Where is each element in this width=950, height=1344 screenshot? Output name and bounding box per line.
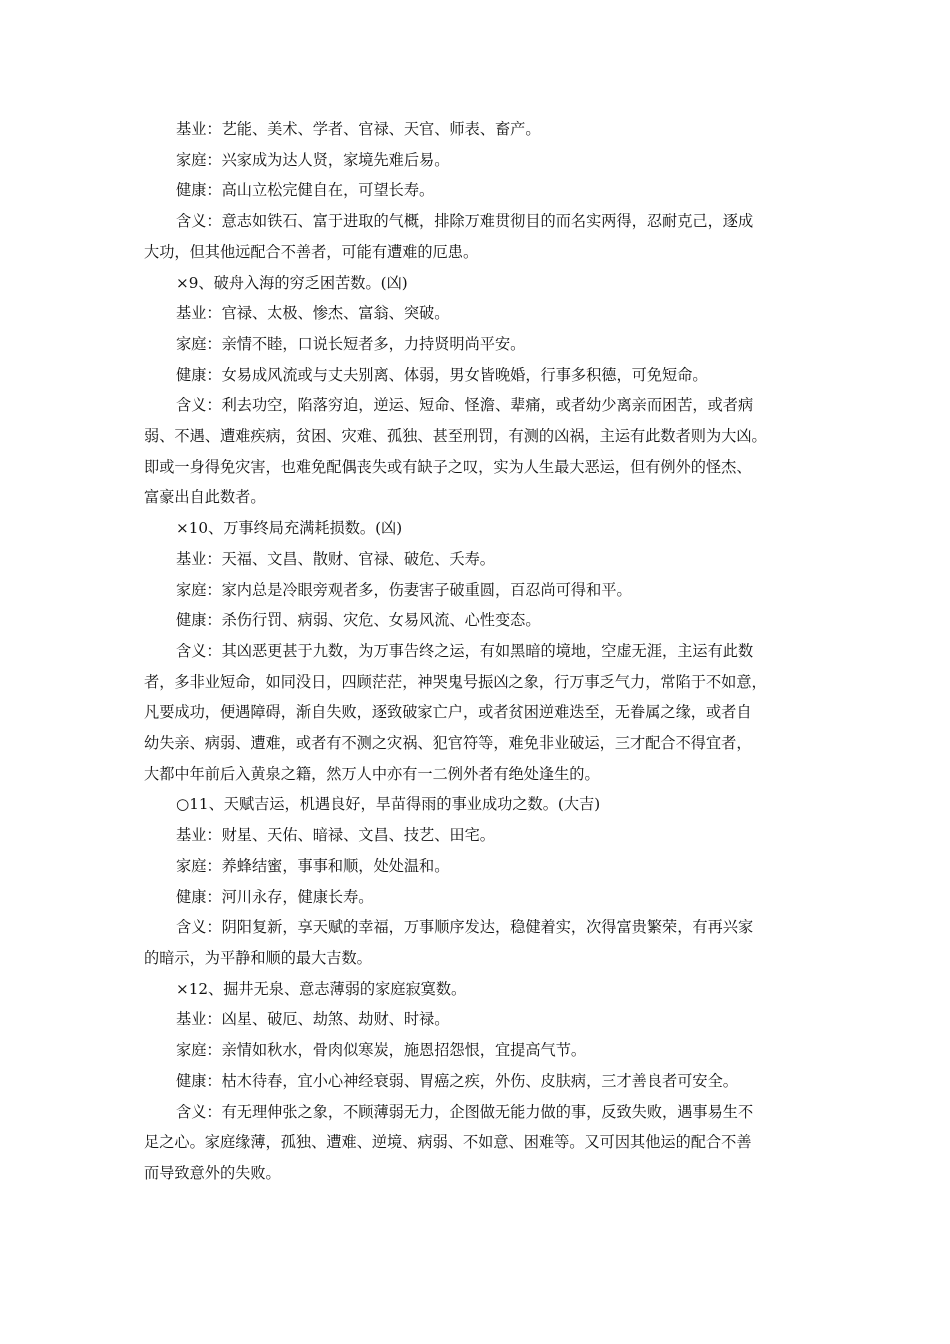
text-line: 家庭：家内总是冷眼旁观者多，伤妻害子破重圆，百忍尚可得和平。: [176, 580, 632, 599]
text-line: 者，多非业短命，如同没日，四顾茫茫，神哭鬼号振凶之象，行万事乏气力，常陷于不如意，: [144, 672, 767, 691]
text-line: 而导致意外的失败。: [144, 1163, 281, 1182]
text-line: 富豪出自此数者。: [144, 488, 266, 507]
text-line: 弱、不遇、遭难疾病，贫困、灾难、孤独、甚至刑罚，有测的凶祸，主运有此数者则为大凶。: [144, 427, 767, 446]
text-line: 健康：女易成风流或与丈夫别离、体弱，男女皆晚婚，行事多积德，可免短命。: [176, 365, 708, 384]
text-line: 基业：官禄、太极、惨杰、富翁、突破。: [176, 304, 450, 323]
text-line: 基业：天福、文昌、散财、官禄、破危、夭寿。: [176, 549, 495, 568]
text-line: 健康：枯木待春，宜小心神经衰弱、胃癌之疾，外伤、皮肤病，三才善良者可安全。: [176, 1071, 738, 1090]
text-line: 含义：其凶恶更甚于九数，为万事告终之运，有如黑暗的境地，空虚无涯，主运有此数: [176, 641, 754, 660]
text-line: 基业：财星、天佑、暗禄、文昌、技艺、田宅。: [176, 826, 495, 845]
text-line: 足之心。家庭缘薄，孤独、遭难、逆境、病弱、不如意、困难等。又可因其他运的配合不善: [144, 1133, 752, 1152]
text-line: 大都中年前后入黄泉之籍，然万人中亦有一二例外者有绝处逢生的。: [144, 764, 600, 783]
text-line: 家庭：养蜂结蜜，事事和顺，处处温和。: [176, 856, 450, 875]
section-heading: ○11、天赋吉运，机遇良好，旱苗得雨的事业成功之数。(大吉): [176, 795, 601, 814]
section-heading: ×9、破舟入海的穷乏困苦数。(凶): [176, 273, 408, 292]
text-line: 健康：河川永存，健康长寿。: [176, 887, 374, 906]
text-line: 健康：高山立松完健自在，可望长寿。: [176, 181, 435, 200]
text-line: 即或一身得免灾害，也难免配偶丧失或有缺子之叹，实为人生最大恶运，但有例外的怪杰、: [144, 457, 752, 476]
text-line: 幼失亲、病弱、遭难，或者有不测之灾祸、犯官符等，难免非业破运，三才配合不得宜者，: [144, 734, 752, 753]
section-heading: ×10、万事终局充满耗损数。(凶): [176, 519, 403, 538]
text-line: 大功，但其他远配合不善者，可能有遭难的厄患。: [144, 242, 479, 261]
text-line: 家庭：亲情如秋水，骨肉似寒炭，施恩招怨恨，宜提高气节。: [176, 1041, 587, 1060]
text-line: 家庭：兴家成为达人贤，家境先难后易。: [176, 150, 450, 169]
text-line: 含义：阴阳复新，享天赋的幸福，万事顺序发达，稳健着实，次得富贵繁荣，有再兴家: [176, 918, 754, 937]
text-line: 家庭：亲情不睦，口说长短者多，力持贤明尚平安。: [176, 334, 526, 353]
section-heading: ×12、掘井无泉、意志薄弱的家庭寂寞数。: [176, 979, 467, 998]
text-line: 的暗示，为平静和顺的最大吉数。: [144, 948, 372, 967]
text-line: 含义：有无理伸张之象，不顾薄弱无力，企图做无能力做的事，反致失败，遇事易生不: [176, 1102, 754, 1121]
document-page: [144, 114, 808, 1189]
text-line: 健康：杀伤行罚、病弱、灾危、女易风流、心性变态。: [176, 611, 541, 630]
text-line: 凡要成功，便遇障碍，渐自失败，逐致破家亡户，或者贫困逆难迭至，无眷属之缘，或者自: [144, 703, 752, 722]
text-line: 含义：意志如铁石、富于进取的气概，排除万难贯彻目的而名实两得，忍耐克己，逐成: [176, 212, 754, 231]
text-line: 含义：利去功空，陷落穷迫，逆运、短命、怪澹、辈痛，或者幼少离亲而困苦，或者病: [176, 396, 754, 415]
text-line: 基业：凶星、破厄、劫煞、劫财、时禄。: [176, 1010, 450, 1029]
text-line: 基业：艺能、美术、学者、官禄、天官、师表、畜产。: [176, 120, 541, 138]
